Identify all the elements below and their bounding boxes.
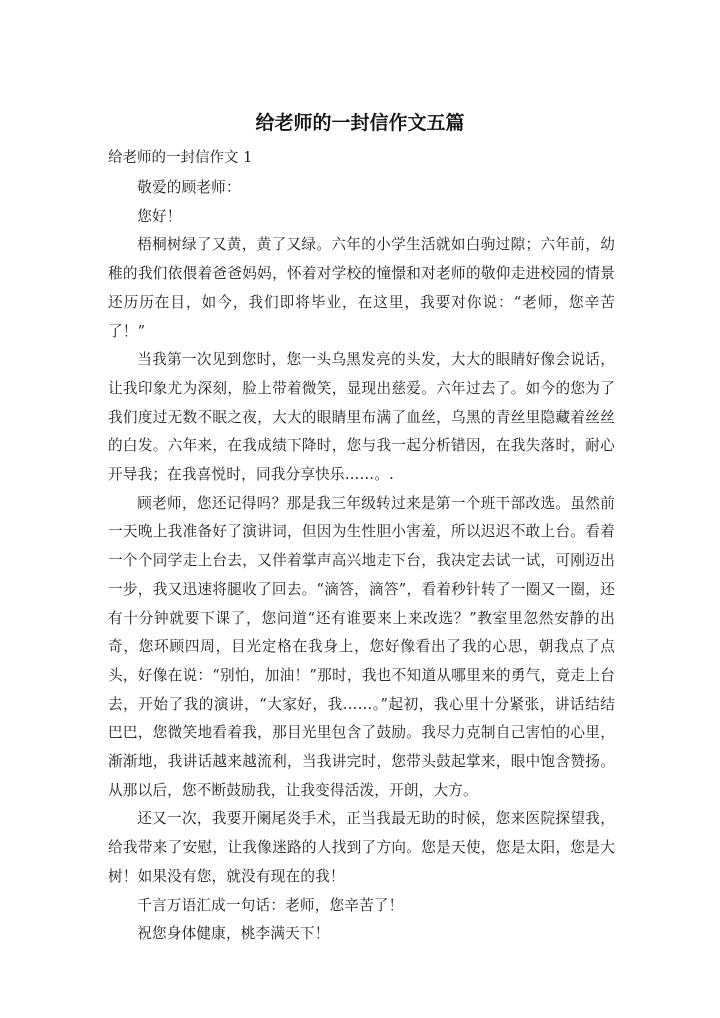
- letter-paragraph: 还又一次，我要开阑尾炎手术，正当我最无助的时候，您来医院探望我，给我带来了安慰，让我像迷路的人找到了方向。您是天使，您是太阳，您是大树！如果没有您，就没有现在的我！: [108, 810, 615, 885]
- document-title: 给老师的一封信作文五篇: [255, 112, 465, 134]
- letter-greeting: 您好！: [137, 207, 182, 225]
- letter-paragraph: 当我第一次见到您时，您一头乌黑发亮的头发，大大的眼睛好像会说话，让我印象尤为深刻，脸上带着微笑，显现出慈爱。六年过去了。如今的您为了我们度过无数不眠之夜，大大的眼睛里布满了血丝，乌黑的青丝里隐藏着丝丝的白发。六年来，在我成绩下降时，您与我一起分析错因，在我失落时，耐心开导我；在我喜悦时，同我分享快乐……。.: [108, 351, 615, 484]
- letter-salutation: 敬爱的顾老师：: [137, 179, 241, 196]
- letter-closing: 祝您身体健康，桃李满天下！: [137, 925, 330, 943]
- letter-paragraph: 顾老师，您还记得吗？那是我三年级转过来是第一个班干部改选。虽然前一天晚上我准备好了演讲词，但因为生性胆小害羞，所以迟迟不敢上台。看着一个个同学走上台去，又伴着掌声高兴地走下台，我决定去试一试，可刚迈出一步，我又迅速将腿收了回去。“滴答，滴答”，看着秒针转了一圈又一圈，还有十分钟就要下课了，您问道“还有谁要来上来改选？”教室里忽然安静的出奇，您环顾四周，目光定格在我身上，您好像看出了我的心思，朝我点了点头，好像在说：“别怕，加油！”那时，我也不知道从哪里来的勇气，竟走上台去，开始了我的演讲，“大家好，我……。”起初，我心里十分紧张，讲话结结巴巴，您微笑地看着我，那目光里包含了鼓励。我尽力克制自己害怕的心里，渐渐地，我讲话越来越流利，当我讲完时，您带头鼓起掌来，眼中饱含赞扬。从那以后，您不断鼓励我，让我变得活泼，开朗，大方。: [108, 494, 615, 799]
- section-heading: 给老师的一封信作文 1: [108, 150, 253, 166]
- letter-paragraph: 千言万语汇成一句话：老师，您辛苦了！: [137, 896, 404, 914]
- letter-paragraph: 梧桐树绿了又黄，黄了又绿。六年的小学生活就如白驹过隙；六年前，幼稚的我们依偎着爸爸妈妈，怀着对学校的憧憬和对老师的敬仰走进校园的情景还历历在目，如今，我们即将毕业，在这里，我要对你说：“老师，您辛苦了！”: [108, 236, 615, 340]
- letter-body: [108, 174, 615, 949]
